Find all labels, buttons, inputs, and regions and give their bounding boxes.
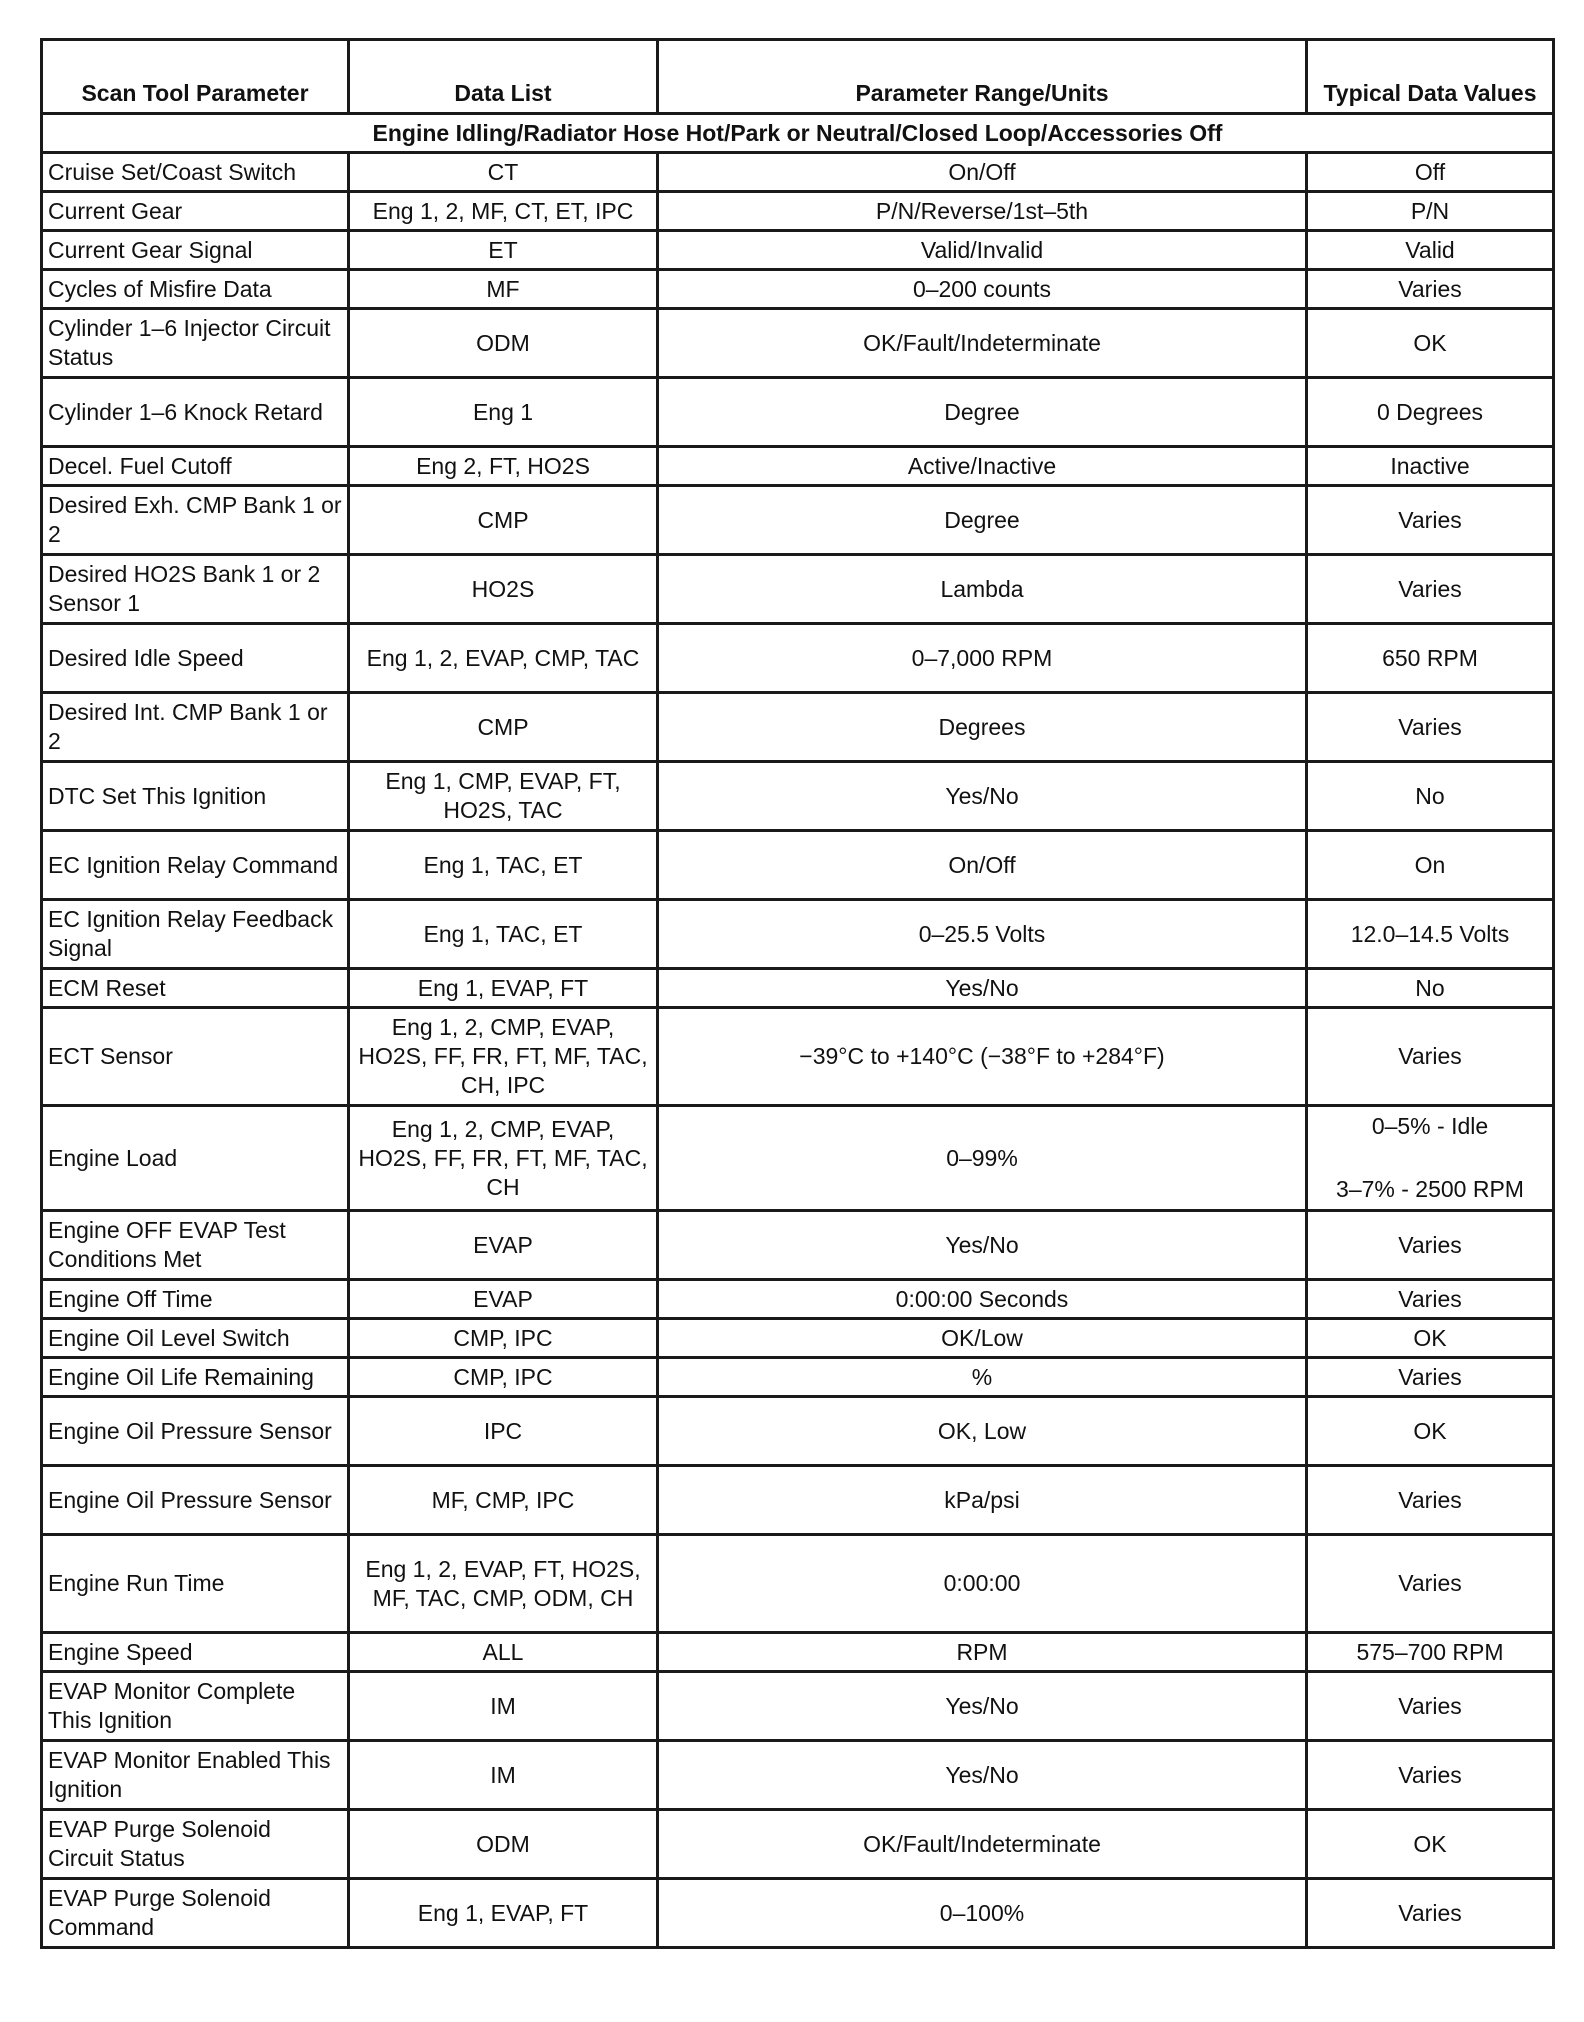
- cell-range-units: Yes/No: [658, 1741, 1307, 1810]
- table-row: [42, 831, 1554, 900]
- table-row: [42, 153, 1554, 192]
- cell-data-list: IPC: [349, 1397, 658, 1466]
- cell-parameter: EVAP Purge Solenoid Circuit Status: [42, 1810, 349, 1879]
- table-row: [42, 1633, 1554, 1672]
- table-row: [42, 1879, 1554, 1948]
- cell-typical-value: [1307, 1106, 1554, 1211]
- table-row: [42, 693, 1554, 762]
- cell-typical-value: Varies: [1307, 1466, 1554, 1535]
- cell-data-list: Eng 1, 2, EVAP, FT, HO2S, MF, TAC, CMP, ODM, CH: [349, 1535, 658, 1633]
- cell-parameter: Desired Idle Speed: [42, 624, 349, 693]
- cell-parameter: EC Ignition Relay Feedback Signal: [42, 900, 349, 969]
- cell-range-units: 0–99%: [658, 1106, 1307, 1211]
- header-data-list: Data List: [349, 40, 658, 114]
- table-row: [42, 447, 1554, 486]
- cell-parameter: EVAP Purge Solenoid Command: [42, 1879, 349, 1948]
- cell-data-list: CMP, IPC: [349, 1319, 658, 1358]
- cell-range-units: Valid/Invalid: [658, 231, 1307, 270]
- cell-data-list: Eng 1, 2, CMP, EVAP, HO2S, FF, FR, FT, MF, TAC, CH: [349, 1106, 658, 1211]
- table-row: [42, 624, 1554, 693]
- cell-range-units: 0–7,000 RPM: [658, 624, 1307, 693]
- cell-typical-value: OK: [1307, 1397, 1554, 1466]
- cell-data-list: MF: [349, 270, 658, 309]
- table-row: [42, 1358, 1554, 1397]
- table-row: [42, 1466, 1554, 1535]
- cell-typical-value: P/N: [1307, 192, 1554, 231]
- cell-data-list: CT: [349, 153, 658, 192]
- cell-parameter: Current Gear: [42, 192, 349, 231]
- cell-typical-value: Varies: [1307, 1008, 1554, 1106]
- cell-data-list: EVAP: [349, 1280, 658, 1319]
- cell-typical-value: Varies: [1307, 1879, 1554, 1948]
- cell-typical-value: Varies: [1307, 693, 1554, 762]
- typical-value-2500rpm: 3–7% - 2500 RPM: [1336, 1176, 1524, 1202]
- section-row: [42, 114, 1554, 153]
- cell-parameter: Engine Off Time: [42, 1280, 349, 1319]
- table-row: [42, 1810, 1554, 1879]
- cell-parameter: Decel. Fuel Cutoff: [42, 447, 349, 486]
- cell-typical-value: Varies: [1307, 486, 1554, 555]
- cell-parameter: Engine Oil Level Switch: [42, 1319, 349, 1358]
- cell-parameter: Engine Oil Pressure Sensor: [42, 1397, 349, 1466]
- header-row: [42, 40, 1554, 114]
- cell-data-list: Eng 2, FT, HO2S: [349, 447, 658, 486]
- table-row: [42, 1280, 1554, 1319]
- scan-tool-data-table: [40, 38, 1555, 1949]
- cell-parameter: EC Ignition Relay Command: [42, 831, 349, 900]
- table-row: [42, 1319, 1554, 1358]
- cell-range-units: 0:00:00 Seconds: [658, 1280, 1307, 1319]
- cell-data-list: CMP: [349, 693, 658, 762]
- cell-parameter: Engine Load: [42, 1106, 349, 1211]
- cell-range-units: Degree: [658, 378, 1307, 447]
- header-typical-data-values: Typical Data Values: [1307, 40, 1554, 114]
- table-row: [42, 309, 1554, 378]
- cell-range-units: 0–200 counts: [658, 270, 1307, 309]
- table-row: [42, 1106, 1554, 1211]
- table-row: [42, 486, 1554, 555]
- header-parameter-range-units: Parameter Range/Units: [658, 40, 1307, 114]
- cell-parameter: Desired Int. CMP Bank 1 or 2: [42, 693, 349, 762]
- table-row: [42, 192, 1554, 231]
- section-heading: Engine Idling/Radiator Hose Hot/Park or Neutral/Closed Loop/Accessories Off: [42, 114, 1554, 153]
- table-row: [42, 1672, 1554, 1741]
- cell-data-list: Eng 1, EVAP, FT: [349, 1879, 658, 1948]
- header-scan-tool-parameter: Scan Tool Parameter: [42, 40, 349, 114]
- table-row: [42, 270, 1554, 309]
- cell-parameter: EVAP Monitor Complete This Ignition: [42, 1672, 349, 1741]
- cell-typical-value: 0 Degrees: [1307, 378, 1554, 447]
- cell-range-units: Yes/No: [658, 1672, 1307, 1741]
- cell-data-list: HO2S: [349, 555, 658, 624]
- cell-data-list: EVAP: [349, 1211, 658, 1280]
- cell-data-list: CMP, IPC: [349, 1358, 658, 1397]
- cell-parameter: Current Gear Signal: [42, 231, 349, 270]
- table-row: [42, 555, 1554, 624]
- table-row: [42, 1741, 1554, 1810]
- cell-parameter: Cruise Set/Coast Switch: [42, 153, 349, 192]
- cell-parameter: ECM Reset: [42, 969, 349, 1008]
- cell-typical-value: Varies: [1307, 1358, 1554, 1397]
- cell-data-list: ALL: [349, 1633, 658, 1672]
- cell-data-list: Eng 1, EVAP, FT: [349, 969, 658, 1008]
- cell-parameter: Desired Exh. CMP Bank 1 or 2: [42, 486, 349, 555]
- cell-range-units: OK/Fault/Indeterminate: [658, 1810, 1307, 1879]
- cell-data-list: Eng 1, 2, CMP, EVAP, HO2S, FF, FR, FT, MF, TAC, CH, IPC: [349, 1008, 658, 1106]
- cell-parameter: Desired HO2S Bank 1 or 2 Sensor 1: [42, 555, 349, 624]
- cell-typical-value: No: [1307, 969, 1554, 1008]
- cell-range-units: Yes/No: [658, 1211, 1307, 1280]
- typical-value-idle: 0–5% - Idle: [1371, 1113, 1489, 1139]
- cell-range-units: 0:00:00: [658, 1535, 1307, 1633]
- table-row: [42, 231, 1554, 270]
- cell-parameter: Cylinder 1–6 Injector Circuit Status: [42, 309, 349, 378]
- cell-typical-value: 575–700 RPM: [1307, 1633, 1554, 1672]
- cell-data-list: ODM: [349, 309, 658, 378]
- cell-range-units: On/Off: [658, 153, 1307, 192]
- document-page: [40, 38, 1552, 1949]
- cell-data-list: ODM: [349, 1810, 658, 1879]
- cell-typical-value: OK: [1307, 309, 1554, 378]
- cell-data-list: Eng 1, CMP, EVAP, FT, HO2S, TAC: [349, 762, 658, 831]
- cell-range-units: OK/Fault/Indeterminate: [658, 309, 1307, 378]
- cell-typical-value: OK: [1307, 1319, 1554, 1358]
- cell-typical-value: Varies: [1307, 1211, 1554, 1280]
- cell-typical-value: No: [1307, 762, 1554, 831]
- cell-data-list: CMP: [349, 486, 658, 555]
- cell-typical-value: OK: [1307, 1810, 1554, 1879]
- cell-range-units: kPa/psi: [658, 1466, 1307, 1535]
- cell-parameter: Engine Run Time: [42, 1535, 349, 1633]
- cell-range-units: Yes/No: [658, 762, 1307, 831]
- cell-range-units: 0–25.5 Volts: [658, 900, 1307, 969]
- cell-range-units: −39°C to +140°C (−38°F to +284°F): [658, 1008, 1307, 1106]
- table-row: [42, 1535, 1554, 1633]
- cell-data-list: Eng 1, 2, MF, CT, ET, IPC: [349, 192, 658, 231]
- cell-range-units: 0–100%: [658, 1879, 1307, 1948]
- cell-data-list: ET: [349, 231, 658, 270]
- cell-range-units: Yes/No: [658, 969, 1307, 1008]
- typical-value-spacer: [1313, 1141, 1547, 1175]
- cell-range-units: Degree: [658, 486, 1307, 555]
- cell-typical-value: Varies: [1307, 1672, 1554, 1741]
- cell-parameter: Engine Oil Pressure Sensor: [42, 1466, 349, 1535]
- cell-typical-value: Varies: [1307, 1280, 1554, 1319]
- cell-data-list: Eng 1, 2, EVAP, CMP, TAC: [349, 624, 658, 693]
- cell-data-list: Eng 1: [349, 378, 658, 447]
- cell-typical-value: 12.0–14.5 Volts: [1307, 900, 1554, 969]
- cell-data-list: Eng 1, TAC, ET: [349, 900, 658, 969]
- table-row: [42, 1008, 1554, 1106]
- cell-typical-value: On: [1307, 831, 1554, 900]
- cell-typical-value: Inactive: [1307, 447, 1554, 486]
- cell-range-units: Active/Inactive: [658, 447, 1307, 486]
- cell-parameter: EVAP Monitor Enabled This Ignition: [42, 1741, 349, 1810]
- cell-parameter: Engine OFF EVAP Test Conditions Met: [42, 1211, 349, 1280]
- cell-data-list: IM: [349, 1672, 658, 1741]
- table-row: [42, 762, 1554, 831]
- cell-range-units: OK, Low: [658, 1397, 1307, 1466]
- cell-range-units: OK/Low: [658, 1319, 1307, 1358]
- cell-typical-value: Off: [1307, 153, 1554, 192]
- cell-range-units: On/Off: [658, 831, 1307, 900]
- table-row: [42, 900, 1554, 969]
- table-row: [42, 969, 1554, 1008]
- cell-range-units: Lambda: [658, 555, 1307, 624]
- cell-typical-value: Valid: [1307, 231, 1554, 270]
- cell-parameter: Engine Oil Life Remaining: [42, 1358, 349, 1397]
- cell-parameter: Cylinder 1–6 Knock Retard: [42, 378, 349, 447]
- table-row: [42, 1397, 1554, 1466]
- cell-range-units: P/N/Reverse/1st–5th: [658, 192, 1307, 231]
- cell-typical-value: Varies: [1307, 1535, 1554, 1633]
- cell-data-list: MF, CMP, IPC: [349, 1466, 658, 1535]
- cell-typical-value: 650 RPM: [1307, 624, 1554, 693]
- cell-data-list: Eng 1, TAC, ET: [349, 831, 658, 900]
- cell-parameter: ECT Sensor: [42, 1008, 349, 1106]
- cell-data-list: IM: [349, 1741, 658, 1810]
- cell-typical-value: Varies: [1307, 555, 1554, 624]
- cell-parameter: DTC Set This Ignition: [42, 762, 349, 831]
- cell-range-units: RPM: [658, 1633, 1307, 1672]
- cell-range-units: Degrees: [658, 693, 1307, 762]
- cell-typical-value: Varies: [1307, 1741, 1554, 1810]
- table-row: [42, 378, 1554, 447]
- table-row: [42, 1211, 1554, 1280]
- cell-typical-value: Varies: [1307, 270, 1554, 309]
- cell-range-units: %: [658, 1358, 1307, 1397]
- cell-parameter: Cycles of Misfire Data: [42, 270, 349, 309]
- cell-parameter: Engine Speed: [42, 1633, 349, 1672]
